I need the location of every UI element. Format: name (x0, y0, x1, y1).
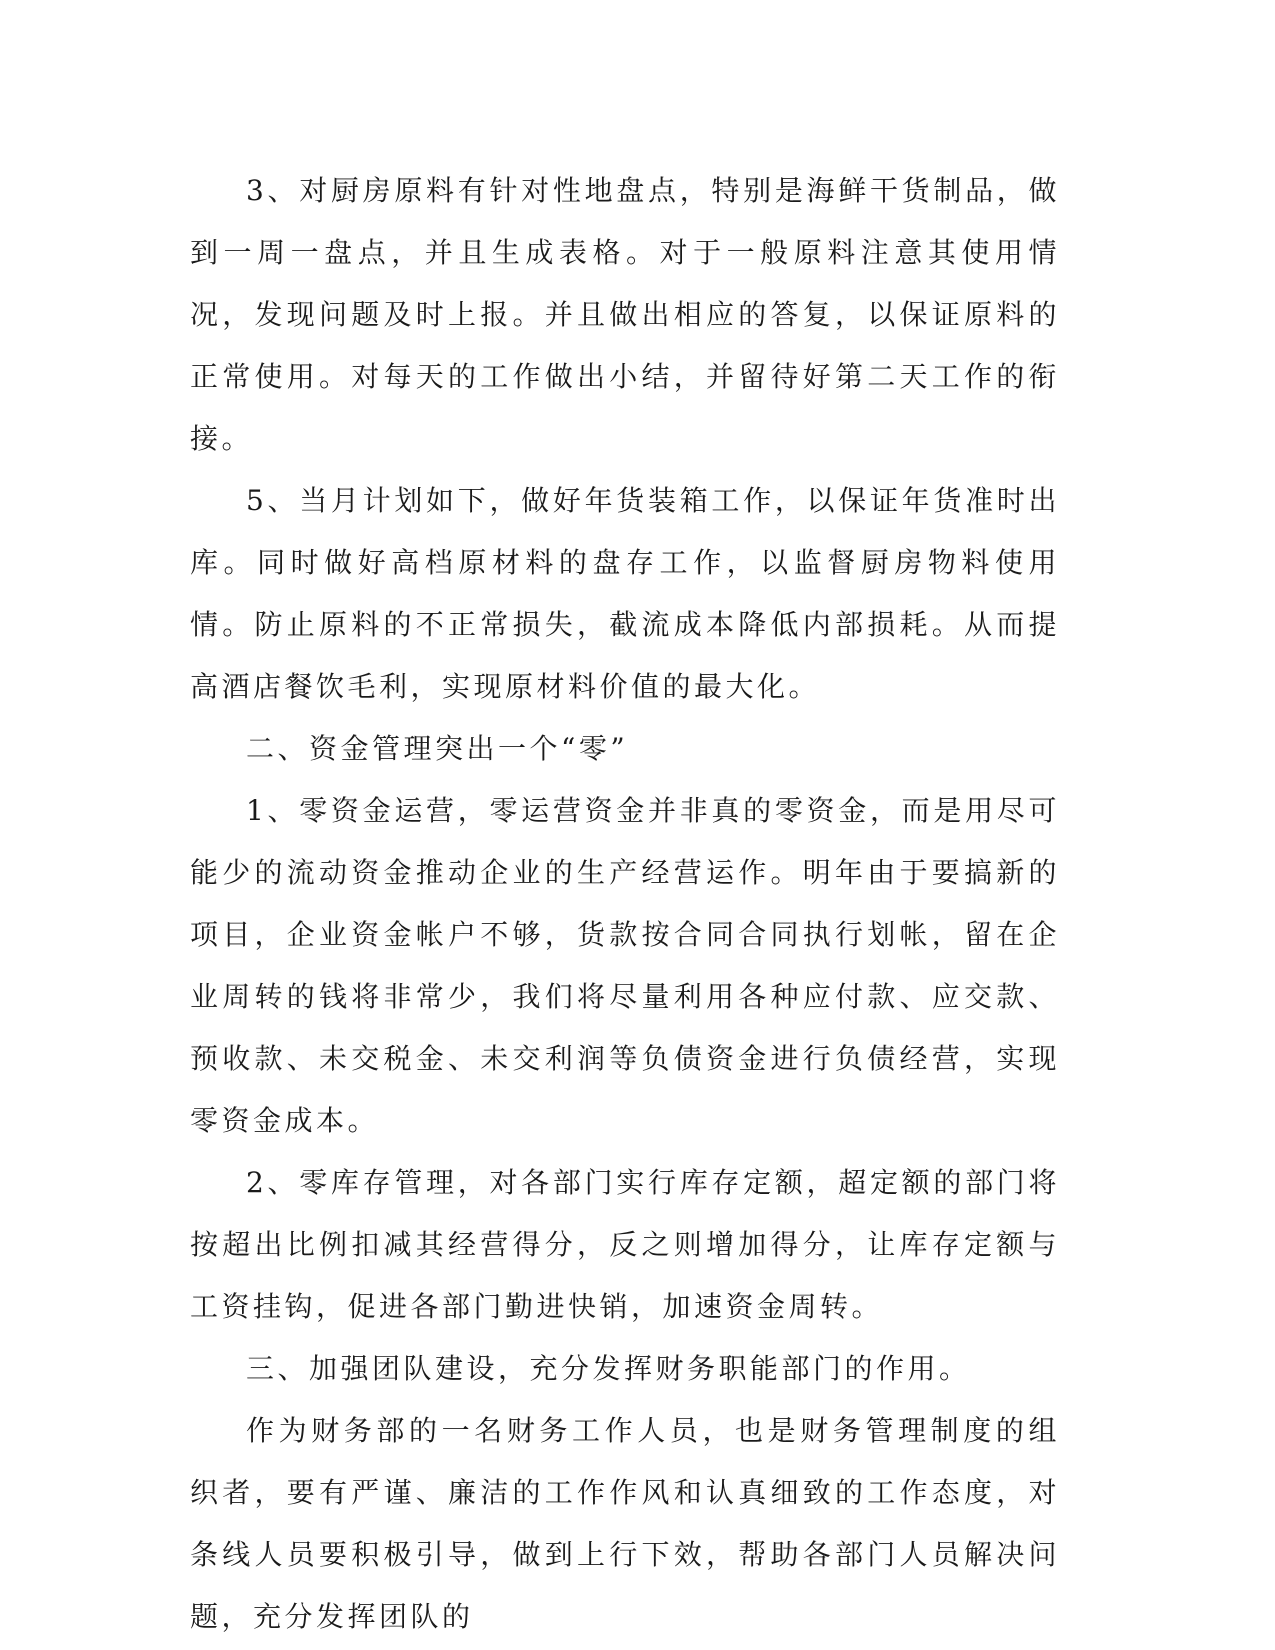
paragraph-team-role: 作为财务部的一名财务工作人员，也是财务管理制度的组织者，要有严谨、廉洁的工作作风和认真细致的工作态度，对条线人员要积极引导，做到上行下效，帮助各部门人员解决问题，充分发挥团队的 (190, 1414, 1060, 1633)
paragraph-zero-inventory: 2、零库存管理，对各部门实行库存定额，超定额的部门将按超出比例扣减其经营得分，反之则增加得分，让库存定额与工资挂钩，促进各部门勤进快销，加速资金周转。 (190, 1166, 1060, 1323)
section-heading-fund-management: 二、资金管理突出一个“零” (246, 732, 629, 765)
paragraph-inventory-check: 3、对厨房原料有针对性地盘点，特别是海鲜干货制品，做到一周一盘点，并且生成表格。对于一般原料注意其使用情况，发现问题及时上报。并且做出相应的答复，以保证原料的正常使用。对每天的工作做出小结，并留待好第二天工作的衔接。 (190, 174, 1060, 455)
document-body (190, 160, 1060, 1648)
paragraph-monthly-plan: 5、当月计划如下，做好年货装箱工作，以保证年货准时出库。同时做好高档原材料的盘存工作，以监督厨房物料使用情。防止原料的不正常损失，截流成本降低内部损耗。从而提高酒店餐饮毛利，实现原材料价值的最大化。 (190, 484, 1060, 703)
paragraph-zero-capital: 1、零资金运营，零运营资金并非真的零资金，而是用尽可能少的流动资金推动企业的生产经营运作。明年由于要搞新的项目，企业资金帐户不够，货款按合同合同执行划帐，留在企业周转的钱将非常少，我们将尽量利用各种应付款、应交款、预收款、未交税金、未交利润等负债资金进行负债经营，实现零资金成本。 (190, 794, 1060, 1137)
section-heading-team-building: 三、加强团队建设，充分发挥财务职能部门的作用。 (246, 1352, 971, 1385)
